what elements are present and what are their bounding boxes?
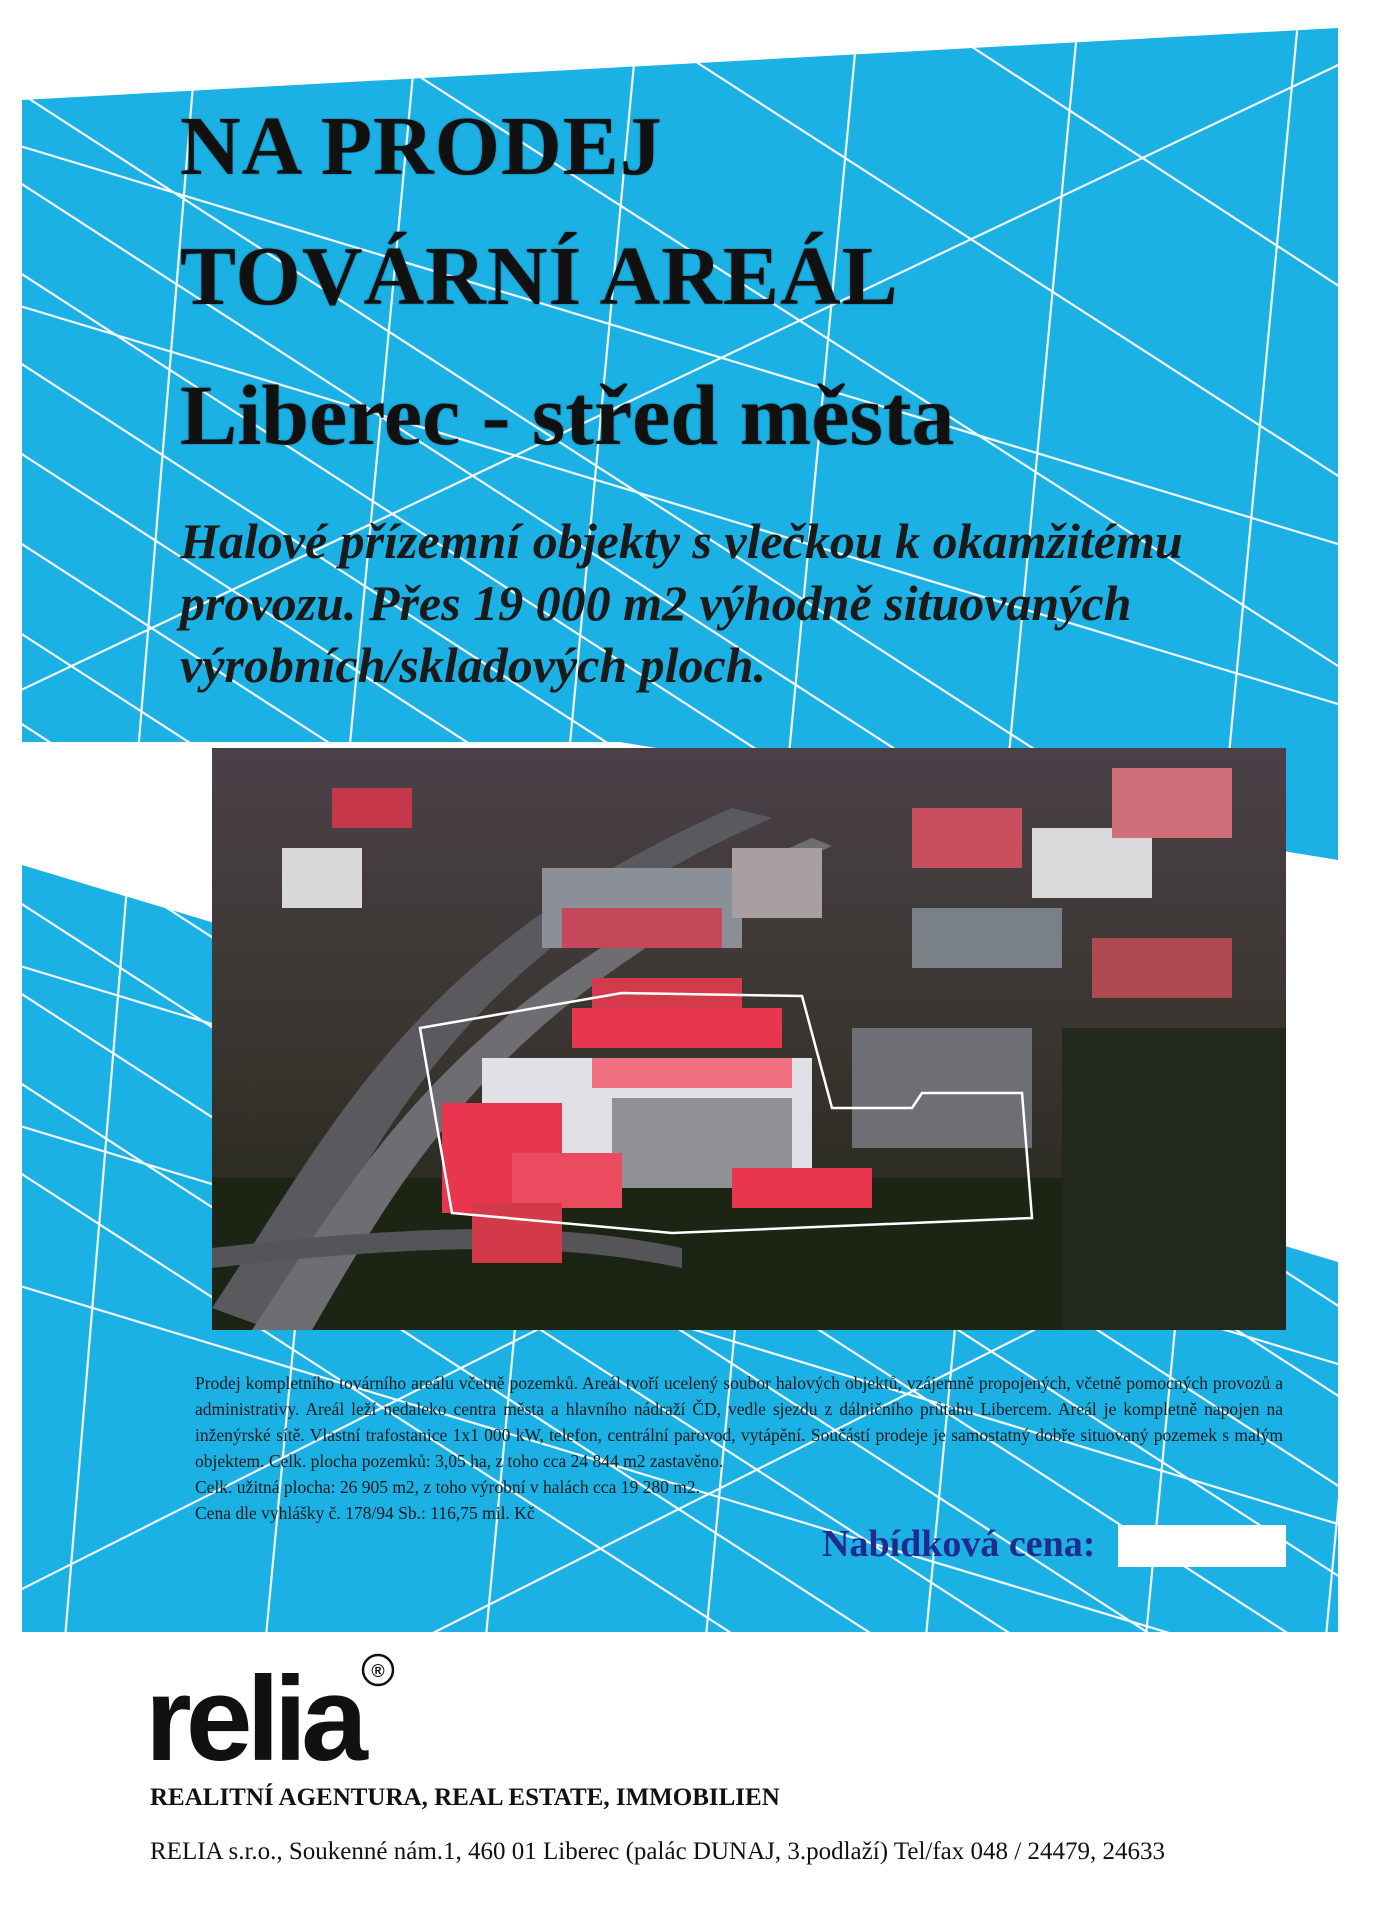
- property-description: [195, 1370, 1283, 1526]
- agency-address: RELIA s.r.o., Soukenné nám.1, 460 01 Liberec (palác DUNAJ, 3.podlaží) Tel/fax 048 / 24479, 24633: [150, 1838, 1165, 1865]
- offer-price-value-box: [1118, 1525, 1286, 1567]
- logo-wordmark: relia: [145, 1652, 362, 1770]
- headline-factory-complex: TOVÁRNÍ AREÁL: [180, 230, 899, 323]
- subheadline-line-3: výrobních/skladových ploch.: [180, 637, 767, 693]
- headline-for-sale: NA PRODEJ: [180, 100, 663, 193]
- headline-location: Liberec - střed města: [180, 367, 955, 463]
- subheadline-line-1: Halové přízemní objekty s vlečkou k okamžitému: [180, 513, 1183, 569]
- subheadline: [180, 510, 1300, 696]
- aerial-photo-illustration: [212, 748, 1286, 1330]
- agency-tagline: REALITNÍ AGENTURA, REAL ESTATE, IMMOBILIEN: [150, 1784, 780, 1811]
- aerial-photo: [212, 748, 1286, 1330]
- relia-logo: [145, 1652, 465, 1770]
- subheadline-line-2: provozu. Přes 19 000 m2 výhodně situovaných: [180, 575, 1132, 631]
- registered-mark-text: ®: [371, 1661, 385, 1681]
- description-text: Prodej kompletního továrního areálu včetně pozemků. Areál tvoří ucelený soubor halových objektů, vzájemně propojených, včetně pomocných provozů a administrativy. Areál leží nedaleko centra města a hlavního nádraží ČD, vedle sjezdu z dálničního průtahu Libercem. Areál je kompletně napojen na inženýrské sítě. Vlastní trafostanice 1x1 000 kW, telefon, centrální parovod, vytápění. Součástí prodeje je samostatný dobře situovaný pozemek s malým objektem. Celk. plocha pozemků: 3,05 ha, z toho cca 24 844 m2 zastavěno.: [195, 1373, 1283, 1471]
- decree-price-text: Cena dle vyhlášky č. 178/94 Sb.: 116,75 mil. Kč: [195, 1503, 535, 1523]
- offer-price-label: Nabídková cena:: [822, 1523, 1096, 1565]
- usable-area-text: Celk. užitná plocha: 26 905 m2, z toho výrobní v halách cca 19 280 m2.: [195, 1477, 700, 1497]
